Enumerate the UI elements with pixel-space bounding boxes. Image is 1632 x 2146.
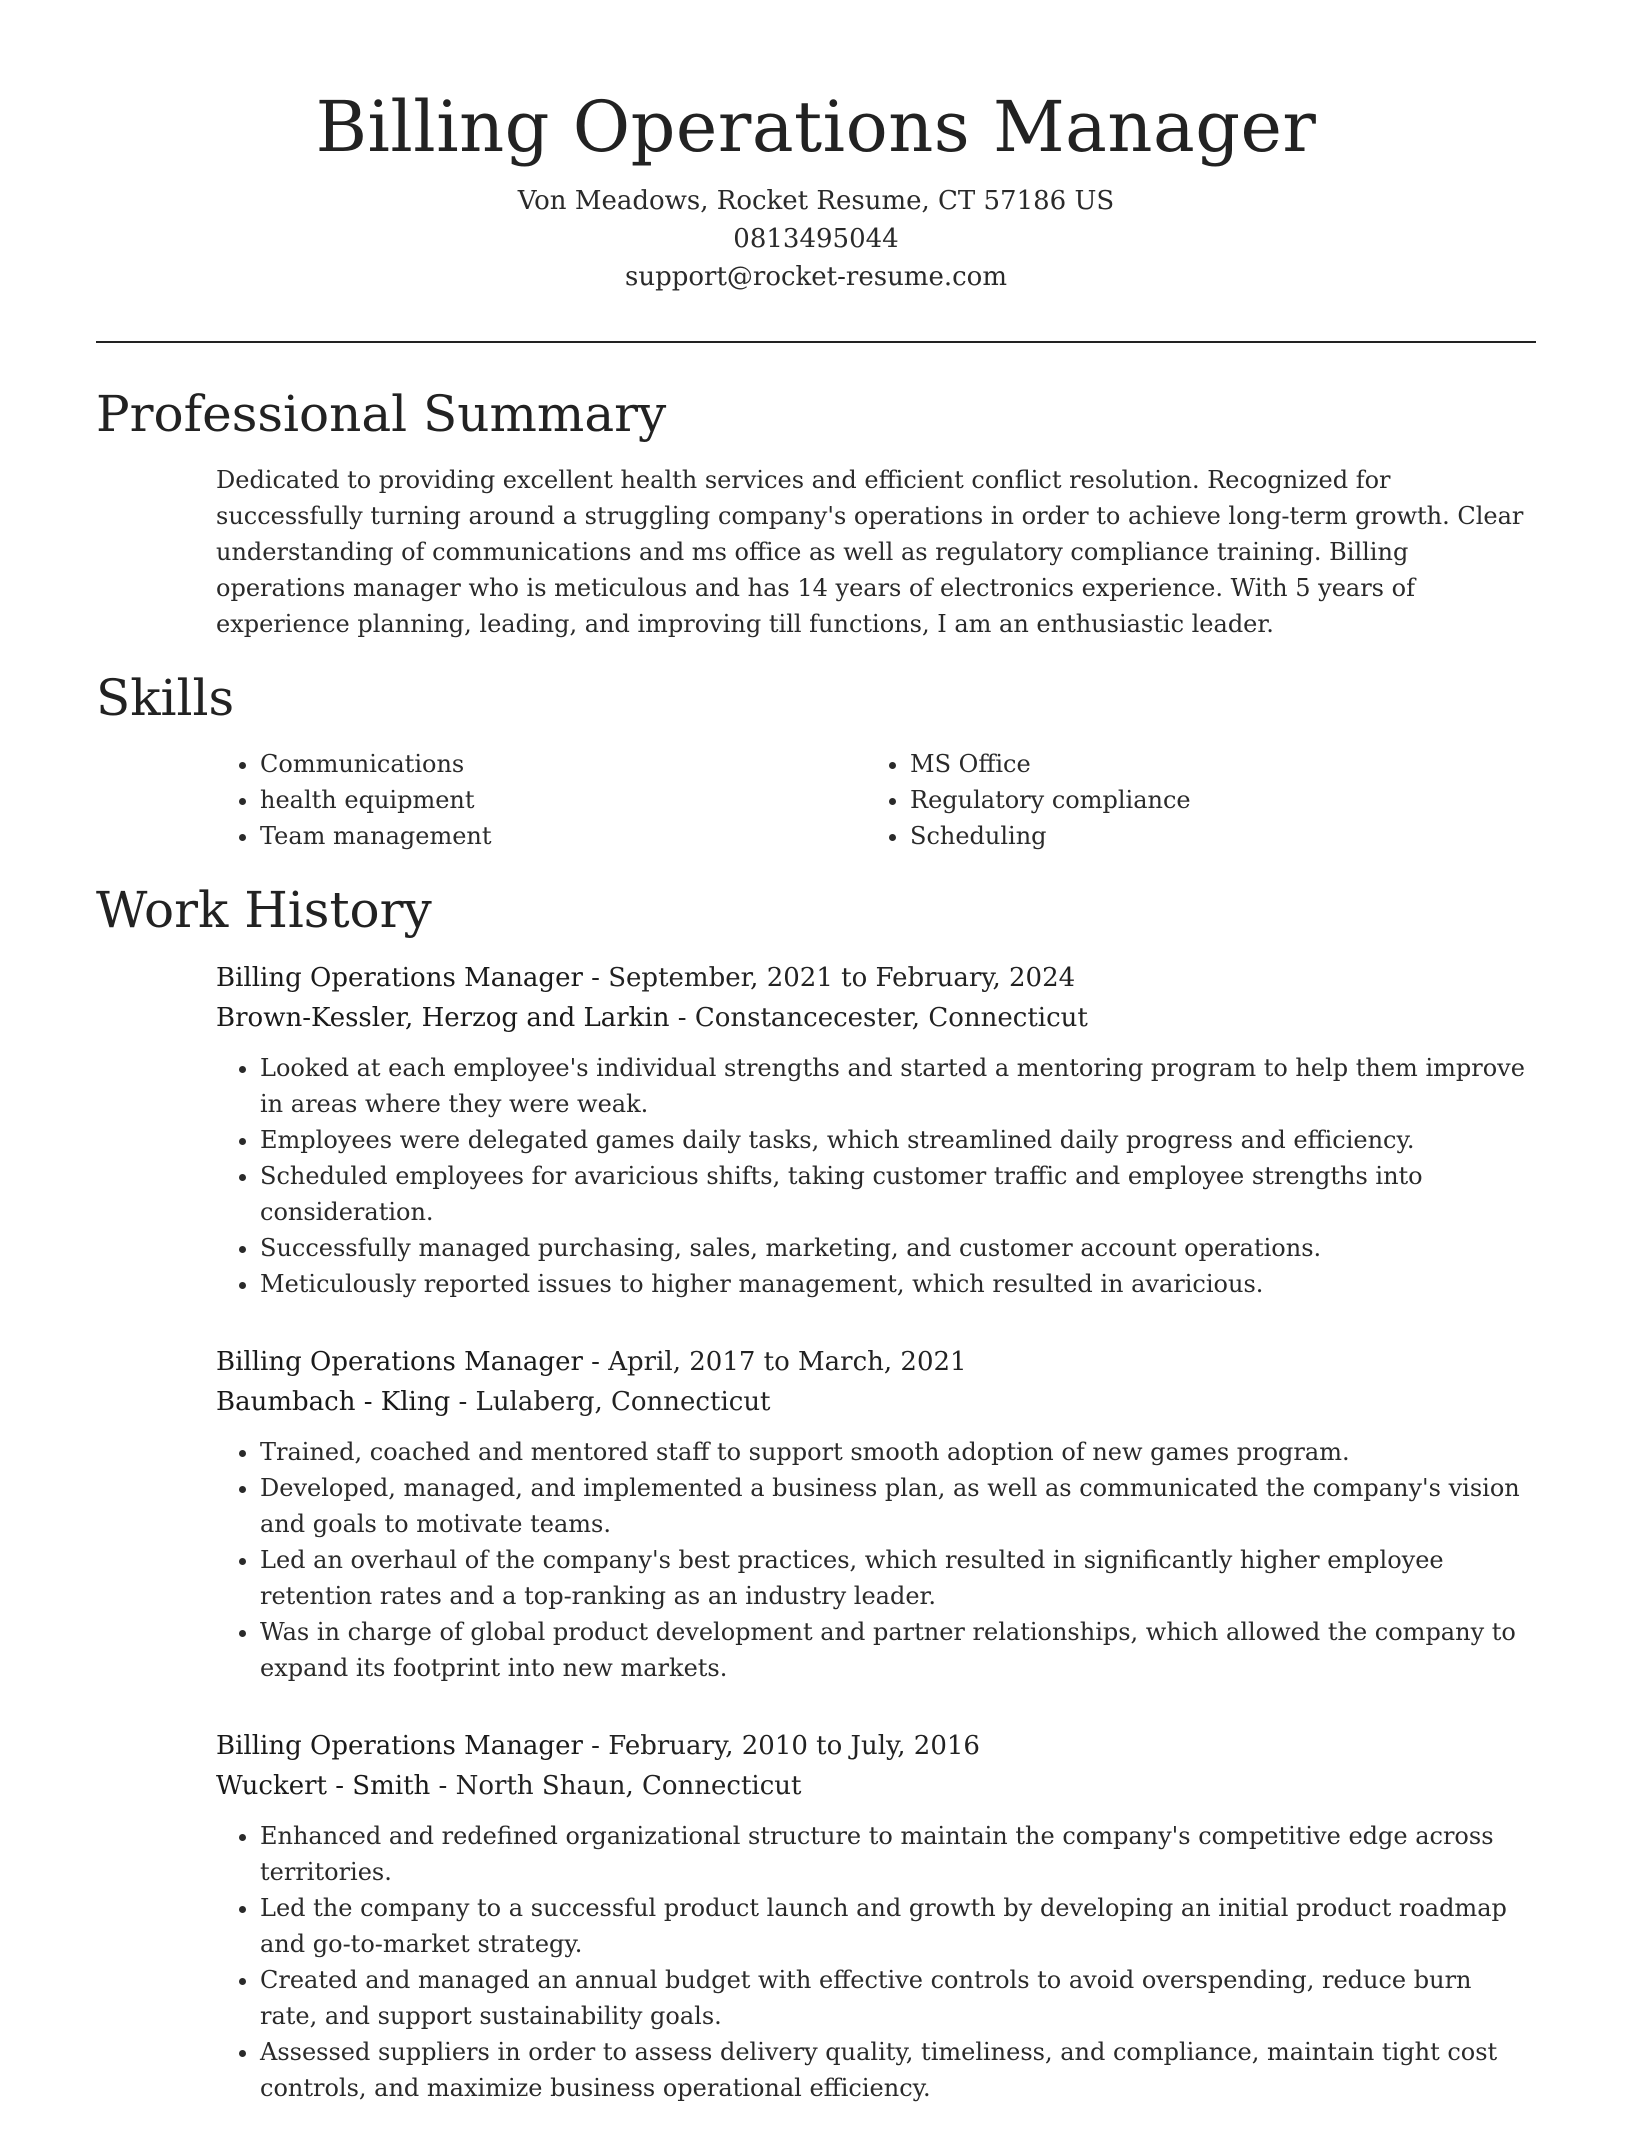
job-bullet: • Was in charge of global product development and partner relationships, which allowed the company to expand its footprint into new markets. [260, 1614, 1536, 1686]
contact-info [96, 182, 1536, 296]
skill-item: • Scheduling [910, 818, 1516, 854]
job-dates: September, 2021 to February, 2024 [608, 963, 1076, 993]
job-bullet: • Trained, coached and mentored staff to support smooth adoption of new games program. [260, 1434, 1536, 1470]
email: support@rocket-resume.com [624, 262, 1007, 292]
job-bullet: • Scheduled employees for avaricious shifts, taking customer traffic and employee strengths into consideration. [260, 1158, 1536, 1230]
skills-list [216, 746, 1516, 854]
job-company-line: Baumbach - Kling - Lulaberg, Connecticut [216, 1387, 771, 1417]
job-bullet: • Led the company to a successful product launch and growth by developing an initial product roadmap and go-to-market strategy. [260, 1890, 1536, 1962]
job-title: Billing Operations Manager [216, 1731, 583, 1761]
job-location: Lulaberg, Connecticut [475, 1387, 771, 1417]
job-entry [216, 958, 1536, 1302]
skill-item: • health equipment [260, 782, 866, 818]
job-bullet: • Meticulously reported issues to higher management, which resulted in avaricious. [260, 1266, 1536, 1302]
job-bullet: • Developed, managed, and implemented a business plan, as well as communicated the company's vision and goals to motivate teams. [260, 1470, 1536, 1542]
job-bullet: • Created and managed an annual budget with effective controls to avoid overspending, reduce burn rate, and support sustainability goals. [260, 1962, 1536, 2034]
job-bullets [216, 1050, 1536, 1302]
resume-page [96, 0, 1536, 2102]
phone: 0813495044 [733, 224, 899, 254]
job-location: Constancecester, Connecticut [694, 1003, 1088, 1033]
job-title: Billing Operations Manager [216, 1347, 583, 1377]
job-entry [216, 1726, 1536, 2106]
skills-column-right [866, 746, 1516, 854]
summary-heading: Professional Summary [96, 385, 667, 443]
resume-header [96, 0, 1536, 296]
job-bullet: • Looked at each employee's individual strengths and started a mentoring program to help them improve in areas where they were weak. [260, 1050, 1536, 1122]
job-title-line: Billing Operations Manager - April, 2017 to March, 2021 [216, 1347, 967, 1377]
skill-item: • Team management [260, 818, 866, 854]
job-bullets [216, 1434, 1536, 1686]
skill-item: • Communications [260, 746, 866, 782]
job-bullet: • Enhanced and redefined organizational structure to maintain the company's competitive edge across territories. [260, 1818, 1536, 1890]
candidate-name: Billing Operations Manager [315, 86, 1317, 168]
job-dates: April, 2017 to March, 2021 [608, 1347, 967, 1377]
job-bullets [216, 1818, 1536, 2106]
job-company-line: Brown-Kessler, Herzog and Larkin - Constancecester, Connecticut [216, 1003, 1088, 1033]
header-divider [96, 341, 1536, 343]
job-company: Baumbach - Kling [216, 1387, 451, 1417]
work-history-list [216, 958, 1536, 2146]
job-title-line: Billing Operations Manager - February, 2010 to July, 2016 [216, 1731, 980, 1761]
job-entry [216, 1342, 1536, 1686]
summary-text: Dedicated to providing excellent health services and efficient conflict resolution. Recognized for successfully turning around a struggling company's operations in order to achieve long-term growth. Clear understanding of communications and ms office as well as regulatory compliance training. Billing operations manager who is meticulous and has 14 years of electronics experience. With 5 years of experience planning, leading, and improving till functions, I am an enthusiastic leader. [216, 466, 1524, 638]
job-dates: February, 2010 to July, 2016 [608, 1731, 980, 1761]
job-bullet: • Led an overhaul of the company's best practices, which resulted in significantly higher employee retention rates and a top-ranking as an industry leader. [260, 1542, 1536, 1614]
job-title-line: Billing Operations Manager - September, 2021 to February, 2024 [216, 963, 1076, 993]
job-company-line: Wuckert - Smith - North Shaun, Connecticut [216, 1771, 802, 1801]
job-title: Billing Operations Manager [216, 963, 583, 993]
job-bullet: • Assessed suppliers in order to assess delivery quality, timeliness, and compliance, maintain tight cost controls, and maximize business operational efficiency. [260, 2034, 1536, 2106]
job-location: North Shaun, Connecticut [455, 1771, 802, 1801]
job-bullet: • Successfully managed purchasing, sales, marketing, and customer account operations. [260, 1230, 1536, 1266]
skills-column-left [216, 746, 866, 854]
job-bullet: • Employees were delegated games daily tasks, which streamlined daily progress and efficiency. [260, 1122, 1536, 1158]
job-company: Wuckert - Smith [216, 1771, 431, 1801]
work-history-heading: Work History [96, 881, 432, 939]
address: Von Meadows, Rocket Resume, CT 57186 US [517, 186, 1115, 216]
job-company: Brown-Kessler, Herzog and Larkin [216, 1003, 670, 1033]
skill-item: • Regulatory compliance [910, 782, 1516, 818]
skills-heading: Skills [96, 669, 235, 727]
skill-item: • MS Office [910, 746, 1516, 782]
